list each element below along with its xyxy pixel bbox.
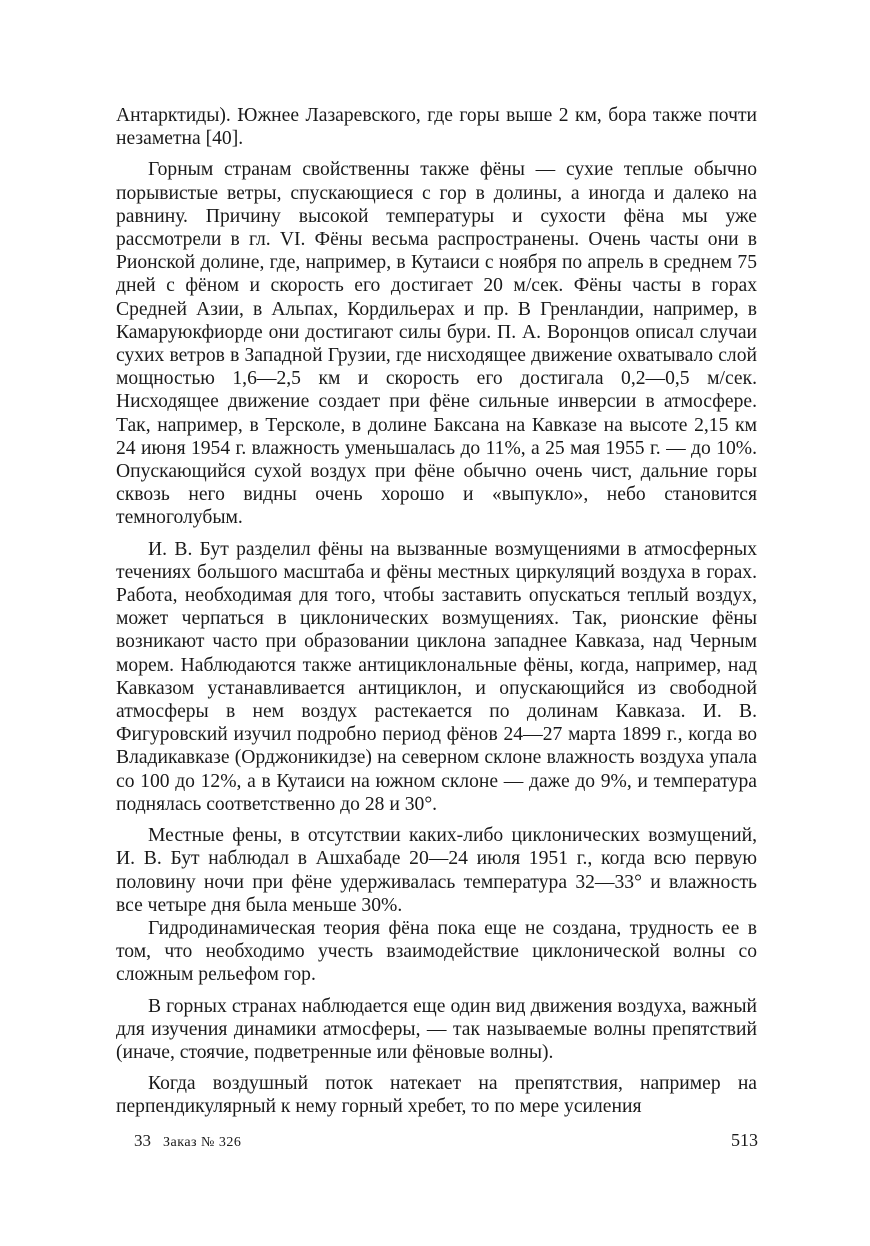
paragraph-continuation: Антарктиды). Южнее Лазаревского, где горы выше 2 км, бора также почти незаметна [40]. [116, 105, 757, 150]
body-text [116, 104, 757, 1127]
page-footer [134, 1130, 758, 1151]
paragraph-obstacle-waves: В горных странах наблюдается еще один вид движения воздуха, важный для изучения динамики атмосферы, — так называемые волны препятствий (иначе, стоячие, подветренные или фёновые волны). [116, 995, 757, 1063]
paragraph-local-foehns: Местные фены, в отсутствии каких-либо циклонических возмущений, И. В. Бут наблюдал в Ашхабаде 20—24 июля 1951 г., когда всю первую половину ночи при фёне удерживалась температура 32—33° и влажность все четыре дня была меньше 30%. [116, 825, 757, 916]
order-label: Заказ № 326 [163, 1135, 242, 1150]
paragraph-but-classification: И. В. Бут разделил фёны на вызванные возмущениями в атмосферных течениях большого масштаба и фёны местных циркуляций воздуха в горах. Работа, необходимая для того, чтобы заставить опускаться теплый воздух, может черпаться в циклонических возмущениях. Так, рионские фёны возникают часто при образовании циклона западнее Кавказа, над Черным морем. Наблюдаются также антициклональные фёны, когда, например, над Кавказом устанавливается антициклон, и опускающийся из свободной атмосферы в нем воздух растекается по долинам Кавказа. И. В. Фигуровский изучил подробно период фёнов 24—27 марта 1899 г., когда во Владикавказе (Орджоникидзе) на северном склоне влажность воздуха упала со 100 до 12%, а в Кутаиси на южном склоне — даже до 9%, и температура поднялась соответственно до 28 и 30°. [116, 538, 757, 815]
printer-signature [134, 1131, 241, 1151]
page-number: 513 [731, 1130, 758, 1150]
signature-number: 33 [134, 1131, 151, 1150]
paragraph-foehn-intro: Горным странам свойственны также фёны — сухие теплые обычно порывистые ветры, спускающиеся с гор в долины, а иногда и далеко на равнину. Причину высокой температуры и сухости фёна мы уже рассмотрели в гл. VI. Фёны весьма распространены. Очень часты они в Рионской долине, где, например, в Кутаиси с ноября по апрель в среднем 75 дней с фёном и скорость его достигает 20 м/сек. Фёны часты в горах Средней Азии, в Альпах, Кордильерах и пр. В Гренландии, например, в Камаруюкфиорде они достигают силы бури. П. А. Воронцов описал случаи сухих ветров в Западной Грузии, где нисходящее движение охватывало слой мощностью 1,6—2,5 км и скорость его достигала 0,2—0,5 м/сек. Нисходящее движение создает при фёне сильные инверсии в атмосфере. Так, например, в Терсколе, в долине Баксана на Кавказе на высоте 2,15 км 24 июня 1954 г. влажность уменьшалась до 11%, а 25 мая 1955 г. — до 10%. Опускающийся сухой воздух при фёне обычно очень чист, дальние горы сквозь него видны очень хорошо и «выпукло», небо становится темноголубым. [116, 159, 757, 529]
paragraph-airflow-obstacle: Когда воздушный поток натекает на препятствия, например на перпендикулярный к нему горный хребет, то по мере усиления [116, 1073, 757, 1118]
paragraph-hydrodynamic-theory: Гидродинамическая теория фёна пока еще не создана, трудность ее в том, что необходимо учесть взаимодействие циклонической волны со сложным рельефом гор. [116, 917, 757, 986]
